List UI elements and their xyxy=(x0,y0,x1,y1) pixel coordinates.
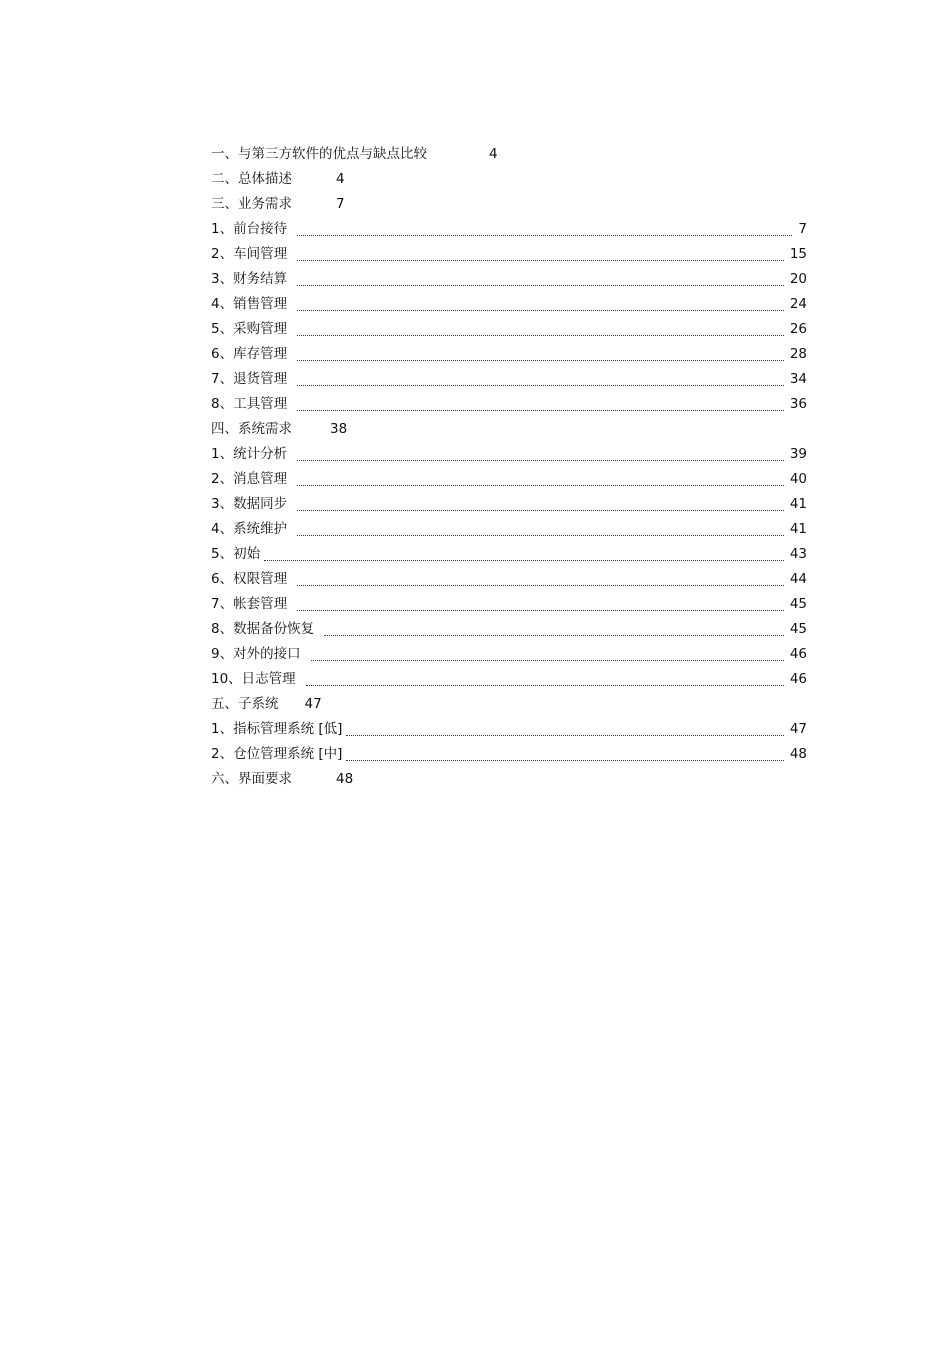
dot-leader xyxy=(297,310,784,311)
toc-entry-title: 7、帐套管理 xyxy=(211,596,288,612)
toc-entry[interactable] xyxy=(211,342,807,367)
dot-leader xyxy=(297,335,784,336)
dot-leader xyxy=(297,285,784,286)
dot-leader xyxy=(311,660,784,661)
toc-page-number: 15 xyxy=(789,246,807,262)
toc-entry-title: 7、退货管理 xyxy=(211,371,288,387)
toc-page-number: 20 xyxy=(789,271,807,287)
toc-entry-title: 8、数据备份恢复 xyxy=(211,621,315,637)
toc-entry[interactable] xyxy=(211,642,807,667)
dot-leader xyxy=(297,610,784,611)
dot-leader xyxy=(346,735,783,736)
toc-entry[interactable] xyxy=(211,317,807,342)
toc-entry-title: 6、库存管理 xyxy=(211,346,288,362)
toc-entry[interactable] xyxy=(211,492,807,517)
toc-page-number: 45 xyxy=(789,596,807,612)
toc-page-number: 45 xyxy=(789,621,807,637)
dot-leader xyxy=(297,510,784,511)
toc-entry[interactable] xyxy=(211,242,807,267)
toc-entry-title: 2、消息管理 xyxy=(211,471,288,487)
toc-entry[interactable] xyxy=(211,392,807,417)
toc-entry[interactable] xyxy=(211,542,807,567)
toc-page-number: 41 xyxy=(789,496,807,512)
toc-entry-title: 2、仓位管理系统 [中] xyxy=(211,746,343,762)
toc-entry[interactable] xyxy=(211,567,807,592)
toc-page-number: 47 xyxy=(789,721,807,737)
toc-page-number: 43 xyxy=(789,546,807,562)
toc-page-number: 46 xyxy=(789,646,807,662)
toc-entry[interactable] xyxy=(211,617,807,642)
toc-entry[interactable] xyxy=(211,592,807,617)
toc-entry[interactable] xyxy=(211,292,807,317)
toc-page-number: 38 xyxy=(330,421,348,437)
toc-entry[interactable] xyxy=(211,467,807,492)
toc-section[interactable] xyxy=(211,692,807,717)
toc-section[interactable] xyxy=(211,142,807,167)
toc-section-title: 三、业务需求 xyxy=(211,196,292,212)
toc-entry[interactable] xyxy=(211,217,807,242)
toc-entry-title: 6、权限管理 xyxy=(211,571,288,587)
dot-leader xyxy=(264,560,784,561)
toc-entry-title: 4、销售管理 xyxy=(211,296,288,312)
toc-entry-title: 5、采购管理 xyxy=(211,321,288,337)
toc-entry-title: 8、工具管理 xyxy=(211,396,288,412)
dot-leader xyxy=(346,760,783,761)
toc-entry-title: 5、初始 xyxy=(211,546,261,562)
toc-page-number: 24 xyxy=(789,296,807,312)
toc-entry-title: 3、数据同步 xyxy=(211,496,288,512)
toc-page-number: 47 xyxy=(304,696,322,712)
toc-entry-title: 3、财务结算 xyxy=(211,271,288,287)
toc-page-number: 39 xyxy=(789,446,807,462)
toc-page-number: 34 xyxy=(789,371,807,387)
dot-leader xyxy=(297,460,784,461)
toc-section-title: 一、与第三方软件的优点与缺点比较 xyxy=(211,146,427,162)
toc-entry-title: 1、前台接待 xyxy=(211,221,288,237)
dot-leader xyxy=(297,235,792,236)
toc-entry[interactable] xyxy=(211,442,807,467)
dot-leader xyxy=(324,635,784,636)
toc-section[interactable] xyxy=(211,192,807,217)
toc-page-number: 26 xyxy=(789,321,807,337)
toc-entry[interactable] xyxy=(211,717,807,742)
toc-section-title: 六、界面要求 xyxy=(211,771,292,787)
dot-leader xyxy=(297,410,784,411)
dot-leader xyxy=(297,485,784,486)
dot-leader xyxy=(297,360,784,361)
toc-page-number: 36 xyxy=(789,396,807,412)
toc-page-number: 48 xyxy=(336,771,354,787)
toc-page-number: 48 xyxy=(789,746,807,762)
toc-entry-title: 1、指标管理系统 [低] xyxy=(211,721,343,737)
toc-entry-title: 2、车间管理 xyxy=(211,246,288,262)
toc-section-title: 二、总体描述 xyxy=(211,171,292,187)
toc-entry-title: 9、对外的接口 xyxy=(211,646,301,662)
toc-page-number: 28 xyxy=(789,346,807,362)
toc-page-number: 4 xyxy=(336,171,345,187)
dot-leader xyxy=(297,585,784,586)
toc-section-title: 五、子系统 xyxy=(211,696,279,712)
toc-page-number: 40 xyxy=(789,471,807,487)
toc-entry[interactable] xyxy=(211,367,807,392)
toc-page-number: 7 xyxy=(336,196,345,212)
toc-entry-title: 4、系统维护 xyxy=(211,521,288,537)
toc-entry[interactable] xyxy=(211,517,807,542)
dot-leader xyxy=(297,385,784,386)
dot-leader xyxy=(297,260,784,261)
toc-entry-title: 10、日志管理 xyxy=(211,671,296,687)
toc-page-number: 4 xyxy=(489,146,498,162)
toc-page-number: 41 xyxy=(789,521,807,537)
toc-section[interactable] xyxy=(211,417,807,442)
toc-entry[interactable] xyxy=(211,267,807,292)
table-of-contents xyxy=(211,142,807,792)
dot-leader xyxy=(306,685,784,686)
toc-entry[interactable] xyxy=(211,742,807,767)
toc-page-number: 7 xyxy=(798,221,807,237)
toc-entry[interactable] xyxy=(211,667,807,692)
dot-leader xyxy=(297,535,784,536)
toc-page-number: 46 xyxy=(789,671,807,687)
toc-page-number: 44 xyxy=(789,571,807,587)
toc-section[interactable] xyxy=(211,167,807,192)
toc-section[interactable] xyxy=(211,767,807,792)
toc-entry-title: 1、统计分析 xyxy=(211,446,288,462)
toc-section-title: 四、系统需求 xyxy=(211,421,292,437)
